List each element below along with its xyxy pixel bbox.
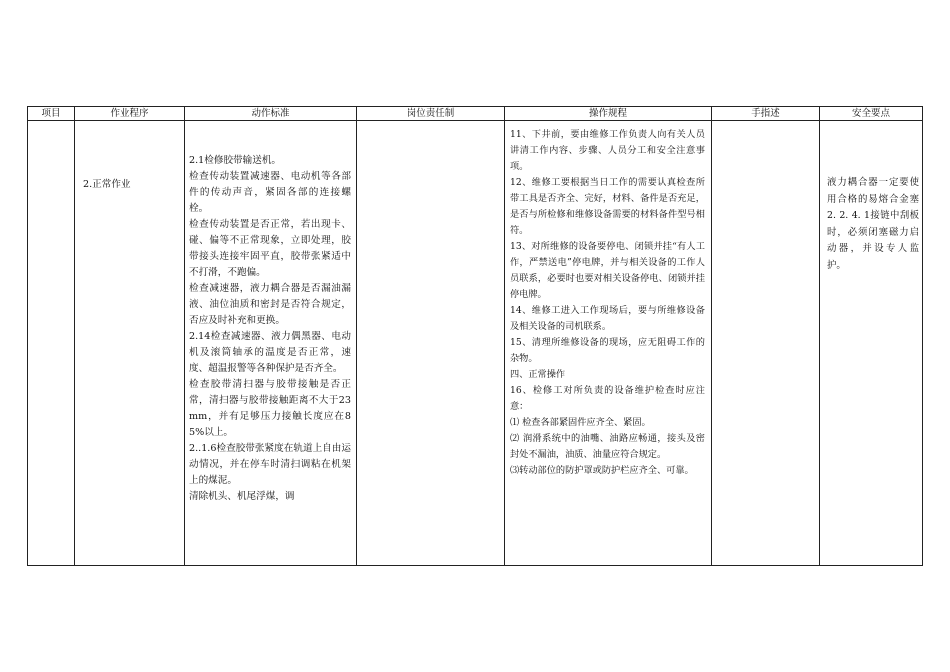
header-safety-points: 安全要点 (820, 107, 923, 121)
ops-line: 四、正常操作 (510, 369, 566, 380)
action-line: 检查减速器，液力耦合器是否漏油漏液、油位油质和密封是否符合规定，否应及时补充和更换。 (189, 283, 351, 326)
ops-line: ⑵ 润滑系统中的油嘴、油路应畅通，接头及密封处不漏油，油质、油量应符合规定。 (510, 433, 705, 460)
ops-line: 13、对所维修的设备要停电、闭锁并挂“有人工作，严禁送电”停电牌，并与相关设备的工作人员联系，必要时也要对相关设备停电、闭锁并挂停电牌。 (510, 241, 705, 300)
cell-project (28, 121, 75, 566)
operation-standard-table (27, 106, 923, 566)
ops-line: 16、检修工对所负责的设备维护检查时应注意： (510, 385, 705, 412)
header-hand-pointing: 手指述 (712, 107, 820, 121)
action-line: 2..1.6检查胶带张紧度在轨道上自由运动情况，并在停车时清扫调粘在机架上的煤泥。 (189, 443, 351, 486)
ops-line: 15、清理所维修设备的现场，应无阻碍工作的杂物。 (510, 337, 705, 364)
ops-line: ⑶转动部位的防护罩或防护栏应齐全、可靠。 (510, 465, 694, 476)
table-row (28, 121, 923, 566)
action-line: 检查胶带清扫器与胶带接触是否正常，清扫器与胶带接触距离不大于23 mm，并有足够压力接触长度应在85%以上。 (189, 379, 351, 438)
cell-safety-points (820, 121, 923, 566)
header-duty: 岗位责任制 (357, 107, 505, 121)
cell-operating-procedure (505, 121, 712, 566)
cell-action-standard (185, 121, 357, 566)
table-header-row (28, 107, 923, 121)
program-text: 2.正常作业 (83, 179, 131, 190)
cell-duty (357, 121, 505, 566)
action-line: 检查传动装置减速器、电动机等各部件的传动声音，紧固各部的连接螺栓。 (189, 171, 351, 214)
action-line: 2.14检查减速器、液力偶黑器、电动机及滚筒轴承的温度是否正常，速度、超温报警等各种保护是否齐全。 (189, 331, 351, 374)
header-project: 项目 (28, 107, 75, 121)
ops-line: 14、维修工进入工作现场后，要与所维修设备及相关设备的司机联系。 (510, 305, 705, 332)
action-line: 2.1检修胶带输送机。 (189, 155, 282, 166)
cell-program (75, 121, 185, 566)
ops-line: ⑴ 检查各部紧固件应齐全、紧固。 (510, 417, 651, 428)
action-line: 检查传动装置是否正常，若出现卡、碰、偏等不正常现象，立即处理，胶带接头连接牢固平直，胶带张紧适中不打滑，不跑偏。 (189, 219, 351, 278)
header-program: 作业程序 (75, 107, 185, 121)
header-action-standard: 动作标准 (185, 107, 357, 121)
ops-line: 11、下井前，要由维修工作负责人向有关人员讲清工作内容、步骤、人员分工和安全注意事项。 (510, 129, 705, 172)
action-standard-text (185, 121, 356, 505)
safety-points-text: 液力耦合器一定要使用合格的易熔合金塞2. 2. 4. 1接链中刮板时，必须闭塞磁力启动器，并设专人监护。 (827, 177, 919, 271)
operating-procedure-text (505, 121, 711, 479)
header-operating-procedure: 操作规程 (505, 107, 712, 121)
cell-hand-pointing (712, 121, 820, 566)
action-line: 清除机头、机尾浮煤，调 (189, 491, 295, 502)
ops-line: 12、维修工要根据当日工作的需要认真检查所带工具是否齐全、完好，材料、备件是否充足，是否与所检修和维修设备需要的材料备件型号相符。 (510, 177, 705, 236)
